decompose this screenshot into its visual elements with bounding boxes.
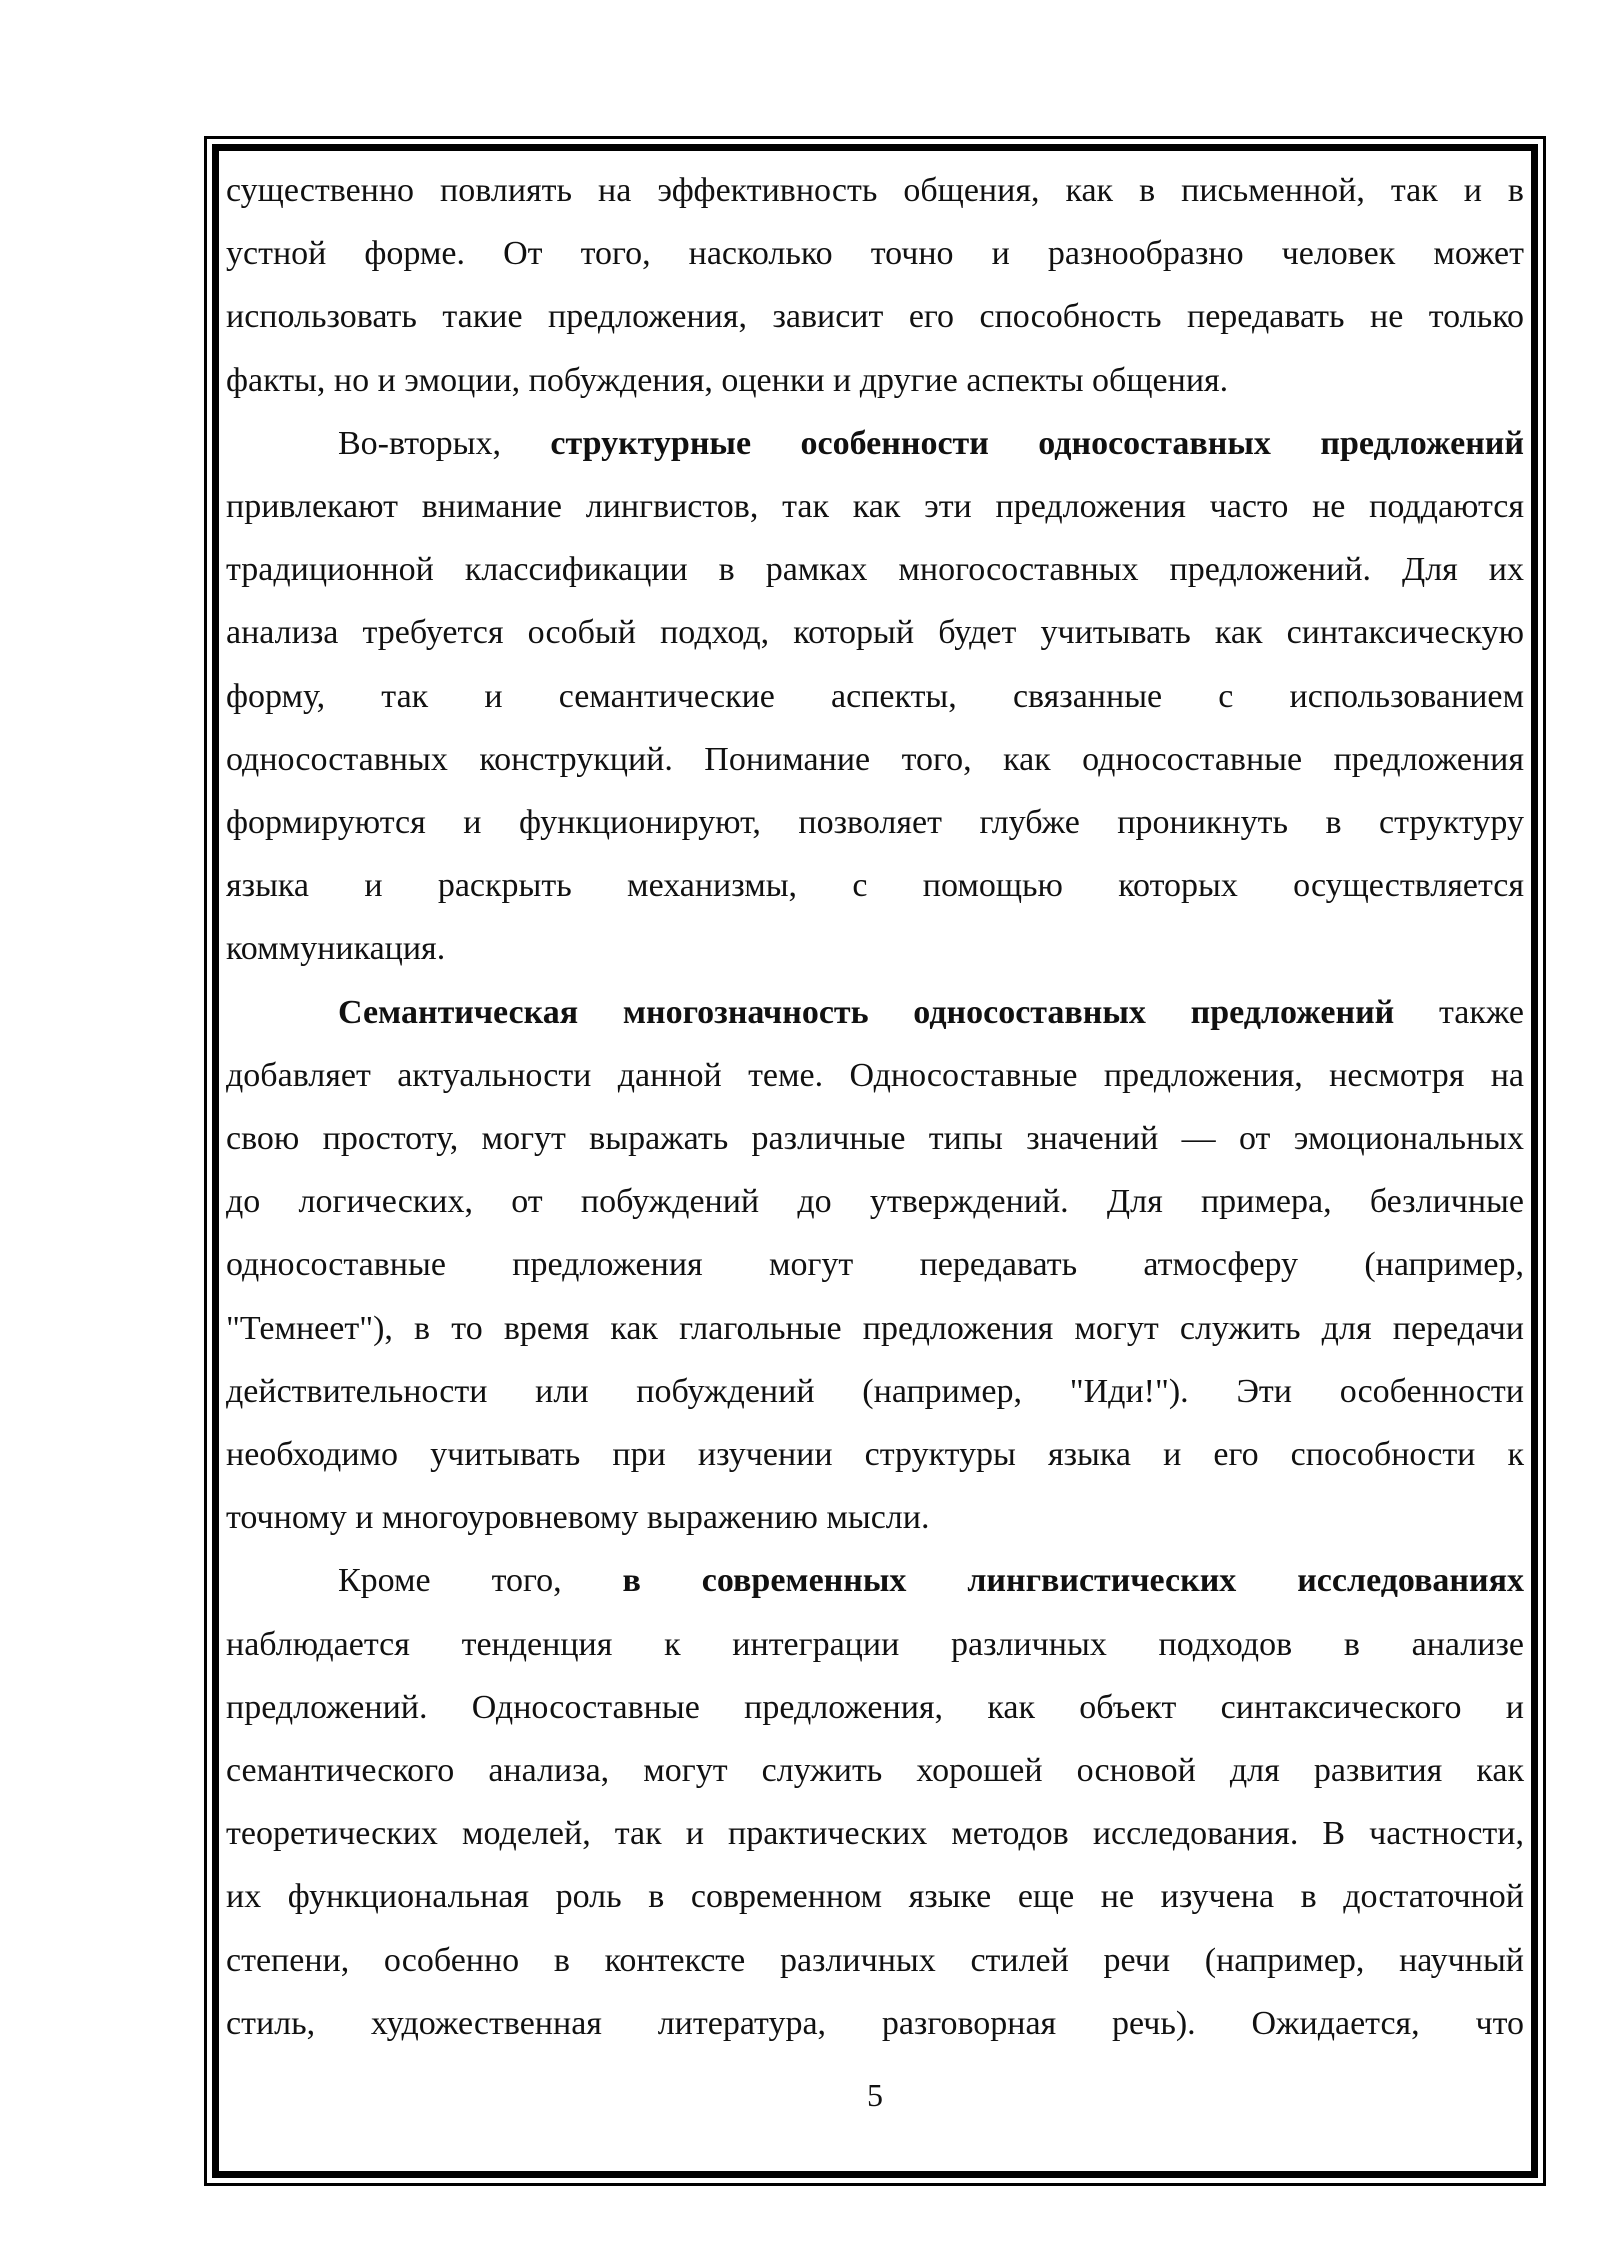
text-segment: "Темнеет"), в то время как глагольные предложения могут служить для передачи (226, 1309, 1524, 1347)
text-line (226, 791, 1524, 854)
text-segment: анализа требуется особый подход, который будет учитывать как синтаксическую (226, 614, 1524, 652)
text-line (226, 1297, 1524, 1360)
text-line (226, 1865, 1524, 1928)
text-segment: односоставных конструкций. Понимание того, как односоставные предложения (226, 740, 1524, 778)
text-line (226, 412, 1524, 475)
text-segment: односоставные предложения могут передавать атмосферу (например, (226, 1246, 1524, 1284)
text-line (226, 728, 1524, 791)
text-segment: теоретических моделей, так и практических методов исследования. В частности, (226, 1815, 1524, 1853)
page-border-outer (204, 136, 1546, 2186)
text-segment: структурные особенности односоставных предложений (550, 424, 1524, 462)
text-line (226, 1549, 1524, 1612)
text-segment: добавляет актуальности данной теме. Односоставные предложения, несмотря на (226, 1056, 1524, 1094)
text-line (226, 159, 1524, 222)
text-line (226, 1044, 1524, 1107)
text-segment: семантического анализа, могут служить хорошей основой для развития как (226, 1752, 1524, 1790)
text-line (226, 665, 1524, 728)
page-text (219, 151, 1531, 2171)
text-segment: формируются и функционируют, позволяет глубже проникнуть в структуру (226, 804, 1524, 842)
text-line (226, 349, 1524, 412)
text-segment: необходимо учитывать при изучении структуры языка и его способности к (226, 1436, 1524, 1474)
text-segment: в современных лингвистических исследованиях (622, 1562, 1524, 1600)
text-line (226, 1739, 1524, 1802)
text-segment: Семантическая многозначность односоставных предложений (338, 993, 1395, 1031)
text-segment: Во-вторых, (338, 424, 551, 462)
text-lines (226, 159, 1524, 2055)
text-line (226, 917, 1524, 980)
text-line (226, 1170, 1524, 1233)
text-line (226, 1802, 1524, 1865)
text-line (226, 222, 1524, 285)
text-line (226, 1233, 1524, 1296)
text-segment: действительности или побуждений (например, "Иди!"). Эти особенности (226, 1372, 1524, 1410)
text-segment: наблюдается тенденция к интеграции различных подходов в анализе (226, 1625, 1524, 1663)
page-border-inner (212, 144, 1538, 2178)
text-segment: стиль, художественная литература, разговорная речь). Ожидается, что (226, 2004, 1524, 2042)
text-line (226, 1929, 1524, 1992)
text-segment: Кроме того, (338, 1562, 623, 1600)
text-segment: точному и многоуровневому выражению мысли. (226, 1499, 930, 1537)
text-line (226, 601, 1524, 664)
text-segment: коммуникация. (226, 930, 446, 968)
text-segment: свою простоту, могут выражать различные типы значений — от эмоциональных (226, 1120, 1524, 1158)
text-segment: устной форме. От того, насколько точно и разнообразно человек может (226, 235, 1524, 273)
text-line (226, 1360, 1524, 1423)
text-line (226, 981, 1524, 1044)
text-line (226, 1613, 1524, 1676)
page-number: 5 (867, 2077, 883, 2114)
text-segment: их функциональная роль в современном языке еще не изучена в достаточной (226, 1878, 1524, 1916)
text-line (226, 1992, 1524, 2055)
text-line (226, 1676, 1524, 1739)
text-segment: факты, но и эмоции, побуждения, оценки и другие аспекты общения. (226, 361, 1229, 399)
text-line (226, 1107, 1524, 1170)
text-line (226, 285, 1524, 348)
text-segment: традиционной классификации в рамках многосоставных предложений. Для их (226, 551, 1524, 589)
text-segment: до логических, от побуждений до утверждений. Для примера, безличные (226, 1183, 1524, 1221)
text-segment: языка и раскрыть механизмы, с помощью которых осуществляется (226, 867, 1524, 905)
text-segment: степени, особенно в контексте различных стилей речи (например, научный (226, 1941, 1524, 1979)
text-line (226, 538, 1524, 601)
text-line (226, 475, 1524, 538)
text-segment: также (1394, 993, 1524, 1031)
text-segment: существенно повлиять на эффективность общения, как в письменной, так и в (226, 172, 1524, 209)
text-line (226, 1486, 1524, 1549)
text-segment: предложений. Односоставные предложения, как объект синтаксического и (226, 1688, 1524, 1726)
text-line (226, 1423, 1524, 1486)
text-segment: привлекают внимание лингвистов, так как эти предложения часто не поддаются (226, 488, 1524, 526)
text-segment: использовать такие предложения, зависит его способность передавать не только (226, 298, 1524, 336)
text-segment: форму, так и семантические аспекты, связанные с использованием (226, 677, 1524, 715)
text-line (226, 854, 1524, 917)
